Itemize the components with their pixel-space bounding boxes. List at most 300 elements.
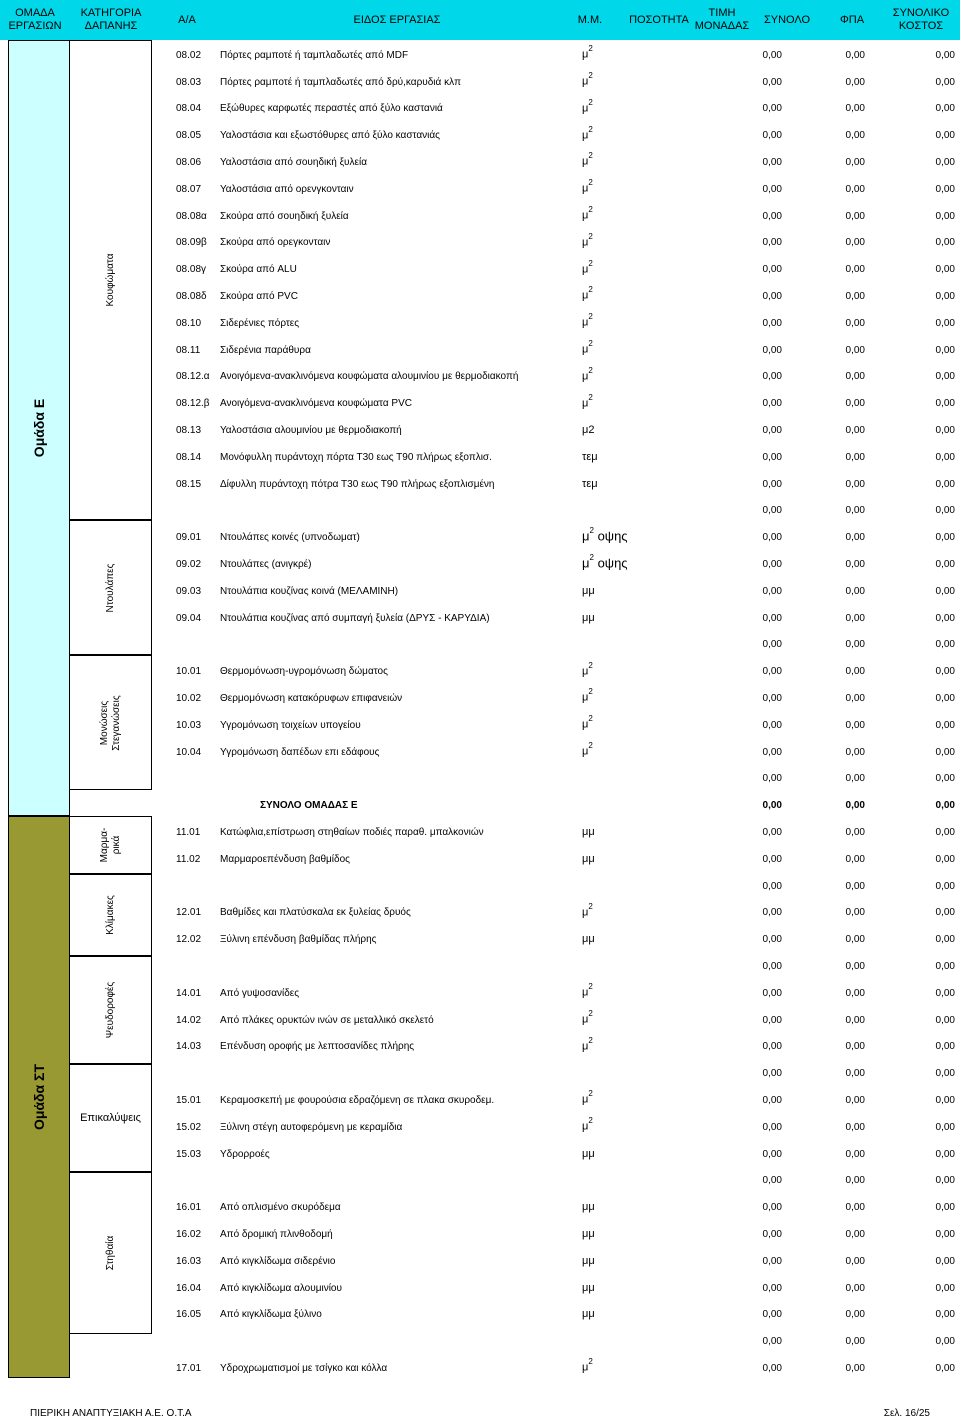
- row-vat: 0,00: [845, 773, 865, 785]
- row-description: Πόρτες ραμποτέ ή ταμπλαδωτές από MDF: [220, 49, 409, 61]
- row-total: 0,00: [762, 317, 782, 329]
- row-total: 0,00: [762, 826, 782, 838]
- table-row: [0, 924, 960, 951]
- row-code: 09.02: [176, 558, 202, 570]
- row-total: 0,00: [762, 666, 782, 678]
- row-total: 0,00: [762, 1148, 782, 1160]
- table-row: [0, 201, 960, 228]
- row-total-cost: 0,00: [935, 719, 955, 731]
- row-total: 0,00: [762, 532, 782, 544]
- row-description: Ντουλάπια κουζίνας κοινά (ΜΕΛΑΜΙΝΗ): [220, 585, 399, 597]
- row-vat: 0,00: [845, 103, 865, 115]
- row-vat: 0,00: [845, 746, 865, 758]
- row-description: Ξύλινη επένδυση βαθμίδας πλήρης: [220, 934, 377, 946]
- row-total: 0,00: [762, 264, 782, 276]
- row-description: Από οπλισμένο σκυρόδεμα: [220, 1202, 341, 1214]
- row-total-cost: 0,00: [935, 156, 955, 168]
- row-code: 10.02: [176, 692, 202, 704]
- row-unit: τεμ: [582, 450, 598, 463]
- row-vat: 0,00: [845, 76, 865, 88]
- row-total: 0,00: [762, 907, 782, 919]
- row-total-cost: 0,00: [935, 1121, 955, 1133]
- table-row: [0, 94, 960, 121]
- row-vat: 0,00: [845, 130, 865, 142]
- row-unit: $\mu^2$ οψης: [582, 552, 628, 570]
- row-vat: 0,00: [845, 49, 865, 61]
- row-vat: 0,00: [845, 290, 865, 302]
- row-vat: 0,00: [845, 1094, 865, 1106]
- row-total-cost: 0,00: [935, 987, 955, 999]
- row-vat: 0,00: [845, 478, 865, 490]
- row-unit: $\mu^2$: [582, 1008, 593, 1026]
- row-vat: 0,00: [845, 505, 865, 517]
- row-vat: 0,00: [845, 1041, 865, 1053]
- table-row: [0, 656, 960, 683]
- row-total: 0,00: [762, 800, 782, 812]
- row-code: 10.04: [176, 746, 202, 758]
- row-vat: 0,00: [845, 264, 865, 276]
- row-code: 10.01: [176, 666, 202, 678]
- row-unit: μμ: [582, 1281, 595, 1294]
- row-code: 08.15: [176, 478, 202, 490]
- table-row: [0, 844, 960, 871]
- row-description: Υαλοστάσια αλουμινίου με θερμοδιακοπή: [220, 424, 402, 436]
- subtotal-row: [0, 1058, 960, 1085]
- header-group: ΟΜΑΔΑ ΕΡΓΑΣΙΩΝ: [8, 7, 62, 32]
- row-total: 0,00: [762, 934, 782, 946]
- row-vat: 0,00: [845, 210, 865, 222]
- row-total-cost: 0,00: [935, 371, 955, 383]
- header-category: ΚΑΤΗΓΟΡΙΑ ΔΑΠΑΝΗΣ: [80, 7, 142, 32]
- row-total: 0,00: [762, 880, 782, 892]
- subtotal-row: [0, 630, 960, 657]
- table-row: [0, 147, 960, 174]
- row-total-cost: 0,00: [935, 1309, 955, 1321]
- row-total-cost: 0,00: [935, 960, 955, 972]
- row-total-cost: 0,00: [935, 398, 955, 410]
- row-total-cost: 0,00: [935, 264, 955, 276]
- row-description: Σκούρα από ALU: [220, 264, 297, 276]
- row-code: 12.01: [176, 907, 202, 919]
- row-vat: 0,00: [845, 612, 865, 624]
- row-vat: 0,00: [845, 317, 865, 329]
- row-description: Υδροχρωματισμοί με τσίγκο και κόλλα: [220, 1362, 388, 1374]
- row-total-cost: 0,00: [935, 478, 955, 490]
- row-description: Υαλοστάσια από ορενγκονταιν: [220, 183, 354, 195]
- row-code: 08.04: [176, 103, 202, 115]
- category-label: Ψευδοροφές: [104, 981, 116, 1039]
- row-description: Σιδερένια παράθυρα: [220, 344, 311, 356]
- row-vat: 0,00: [845, 1336, 865, 1348]
- row-total: 0,00: [762, 76, 782, 88]
- row-unit: μμ: [582, 1147, 595, 1160]
- row-vat: 0,00: [845, 371, 865, 383]
- header-total-cost: ΣΥΝΟΛΙΚΟ ΚΟΣΤΟΣ: [892, 7, 950, 32]
- row-total: 0,00: [762, 692, 782, 704]
- row-total: 0,00: [762, 585, 782, 597]
- row-unit: μμ: [582, 825, 595, 838]
- row-total-cost: 0,00: [935, 49, 955, 61]
- table-row: [0, 1353, 960, 1380]
- row-total-cost: 0,00: [935, 692, 955, 704]
- row-total-cost: 0,00: [935, 826, 955, 838]
- row-total: 0,00: [762, 183, 782, 195]
- row-description: Υγρομόνωση τοιχείων υπογείου: [220, 719, 361, 731]
- row-description: Ξύλινη στέγη αυτοφερόμενη με κεραμίδια: [220, 1121, 403, 1133]
- row-unit: $\mu^2$: [582, 231, 593, 249]
- row-total-cost: 0,00: [935, 585, 955, 597]
- row-description: Σκούρα από PVC: [220, 290, 298, 302]
- row-code: 15.01: [176, 1094, 202, 1106]
- row-description: Βαθμίδες και πλατύσκαλα εκ ξυλείας δρυός: [220, 907, 411, 919]
- row-code: 08.11: [176, 344, 201, 356]
- row-total: 0,00: [762, 719, 782, 731]
- table-row: [0, 174, 960, 201]
- row-vat: 0,00: [845, 1068, 865, 1080]
- row-vat: 0,00: [845, 639, 865, 651]
- row-total: 0,00: [762, 1068, 782, 1080]
- table-row: [0, 40, 960, 67]
- table-row: [0, 362, 960, 389]
- table-row: [0, 683, 960, 710]
- row-code: 08.08δ: [176, 290, 207, 302]
- row-code: 08.10: [176, 317, 202, 329]
- row-total-cost: 0,00: [935, 666, 955, 678]
- row-vat: 0,00: [845, 853, 865, 865]
- row-total: 0,00: [762, 49, 782, 61]
- row-total: 0,00: [762, 960, 782, 972]
- row-total-cost: 0,00: [935, 1282, 955, 1294]
- row-unit: $\mu^2$: [582, 97, 593, 115]
- row-code: 17.01: [176, 1362, 202, 1374]
- row-total-cost: 0,00: [935, 237, 955, 249]
- row-description: Θερμομόνωση κατακόρυφων επιφανειών: [220, 692, 403, 704]
- group-e-label: Ομάδα Ε: [31, 398, 47, 458]
- row-total: 0,00: [762, 1309, 782, 1321]
- footer-company: ΠΙΕΡΙΚΗ ΑΝΑΠΤΥΞΙΑΚΗ Α.Ε. Ο.Τ.Α: [30, 1408, 192, 1419]
- row-total-cost: 0,00: [935, 746, 955, 758]
- row-unit: $\mu^2$: [582, 982, 593, 999]
- row-unit: $\mu^2$: [582, 687, 593, 704]
- row-unit: $\mu^2$: [582, 901, 593, 919]
- row-total-cost: 0,00: [935, 1148, 955, 1160]
- row-code: 16.05: [176, 1309, 202, 1321]
- row-description: Υγρομόνωση δαπέδων επι εδάφους: [220, 746, 380, 758]
- table-row: [0, 281, 960, 308]
- row-total: 0,00: [762, 1041, 782, 1053]
- row-unit: $\mu^2$: [582, 151, 593, 168]
- subtotal-row: [0, 871, 960, 898]
- row-total-cost: 0,00: [935, 1068, 955, 1080]
- row-code: 15.03: [176, 1148, 202, 1160]
- row-unit: $\mu^2$: [582, 44, 593, 61]
- row-total-cost: 0,00: [935, 612, 955, 624]
- row-unit: $\mu^2$: [582, 660, 593, 678]
- row-description: Από πλάκες ορυκτών ινών σε μεταλλικό σκελετό: [220, 1014, 434, 1026]
- row-unit: $\mu^2$: [582, 258, 593, 276]
- row-vat: 0,00: [845, 666, 865, 678]
- row-vat: 0,00: [845, 1014, 865, 1026]
- row-unit: μμ: [582, 1254, 595, 1267]
- row-total: 0,00: [762, 746, 782, 758]
- row-total: 0,00: [762, 1282, 782, 1294]
- row-total-cost: 0,00: [935, 1175, 955, 1187]
- row-unit: $\mu^2$: [582, 1116, 593, 1133]
- header-total: ΣΥΝΟΛΟ: [763, 13, 811, 26]
- row-code: 08.08α: [176, 210, 207, 222]
- table-row: [0, 1300, 960, 1327]
- row-total-cost: 0,00: [935, 1202, 955, 1214]
- row-total-cost: 0,00: [935, 907, 955, 919]
- category-label: Ντουλάπες: [104, 563, 116, 612]
- row-description: Εξώθυρες καρφωτές περαστές από ξύλο καστανιά: [220, 103, 443, 115]
- row-unit: $\mu^2$: [582, 124, 593, 142]
- row-total: 0,00: [762, 1228, 782, 1240]
- row-total-cost: 0,00: [935, 451, 955, 463]
- row-unit: μμ: [582, 1308, 595, 1321]
- row-code: 09.04: [176, 612, 202, 624]
- row-vat: 0,00: [845, 398, 865, 410]
- table-row: [0, 1192, 960, 1219]
- row-total: 0,00: [762, 344, 782, 356]
- row-description: Υαλοστάσια από σουηδική ξυλεία: [220, 156, 367, 168]
- row-unit: $\mu^2$: [582, 392, 593, 410]
- table-row: [0, 1219, 960, 1246]
- table-row: [0, 576, 960, 603]
- row-total-cost: 0,00: [935, 1094, 955, 1106]
- row-total-cost: 0,00: [935, 1336, 955, 1348]
- category-label: Στηθαία: [104, 1235, 116, 1271]
- row-total-cost: 0,00: [935, 1255, 955, 1267]
- table-row: [0, 254, 960, 281]
- row-total: 0,00: [762, 1175, 782, 1187]
- table-row: [0, 898, 960, 925]
- row-unit: $\mu^2$: [582, 365, 593, 383]
- row-description: Κατώφλια,επίστρωση στηθαίων ποδιές παραθ. μπαλκονιών: [220, 826, 484, 838]
- row-vat: 0,00: [845, 237, 865, 249]
- row-total: 0,00: [762, 1094, 782, 1106]
- row-description: Σιδερένιες πόρτες: [220, 317, 300, 329]
- table-row: [0, 67, 960, 94]
- row-unit: $\mu^2$: [582, 338, 593, 356]
- row-total: 0,00: [762, 987, 782, 999]
- row-code: 08.09β: [176, 237, 207, 249]
- table-row: [0, 442, 960, 469]
- row-total-cost: 0,00: [935, 1041, 955, 1053]
- row-code: 14.01: [176, 987, 202, 999]
- table-row: [0, 120, 960, 147]
- row-code: 08.08γ: [176, 264, 207, 276]
- row-vat: 0,00: [845, 451, 865, 463]
- row-code: 14.03: [176, 1041, 202, 1053]
- row-total-cost: 0,00: [935, 344, 955, 356]
- row-description: Ντουλάπες (ανιγκρέ): [220, 558, 312, 570]
- table-row: [0, 549, 960, 576]
- row-code: 08.12.β: [176, 398, 210, 410]
- header-unit: Μ.Μ.: [577, 13, 603, 26]
- row-vat: 0,00: [845, 1175, 865, 1187]
- row-total-cost: 0,00: [935, 130, 955, 142]
- header-work-type: ΕΙΔΟΣ ΕΡΓΑΣΙΑΣ: [353, 13, 441, 26]
- table-row: [0, 469, 960, 496]
- header-unit-price: ΤΙΜΗ ΜΟΝΑΔΑΣ: [694, 7, 750, 32]
- row-vat: 0,00: [845, 934, 865, 946]
- row-vat: 0,00: [845, 960, 865, 972]
- table-row: [0, 1085, 960, 1112]
- row-total-cost: 0,00: [935, 800, 955, 812]
- row-unit: μμ: [582, 852, 595, 865]
- row-total-cost: 0,00: [935, 532, 955, 544]
- row-vat: 0,00: [845, 156, 865, 168]
- table-row: [0, 1005, 960, 1032]
- row-unit: μμ: [582, 611, 595, 624]
- row-unit: μμ: [582, 1227, 595, 1240]
- row-code: 16.02: [176, 1228, 202, 1240]
- row-total: 0,00: [762, 773, 782, 785]
- row-total: 0,00: [762, 478, 782, 490]
- subtotal-row: [0, 764, 960, 791]
- row-unit: $\mu^2$: [582, 70, 593, 88]
- row-code: 11.02: [176, 853, 201, 865]
- row-total-cost: 0,00: [935, 558, 955, 570]
- row-total-cost: 0,00: [935, 76, 955, 88]
- row-total: 0,00: [762, 1014, 782, 1026]
- row-code: 10.03: [176, 719, 202, 731]
- table-row: [0, 817, 960, 844]
- row-description: Ντουλάπια κουζίνας από συμπαγή ξυλεία (ΔΡΥΣ - ΚΑΡΥΔΙΑ): [220, 612, 490, 624]
- footer-page: Σελ. 16/25: [883, 1408, 930, 1419]
- row-vat: 0,00: [845, 1255, 865, 1267]
- row-total: 0,00: [762, 451, 782, 463]
- row-description: Από γυψοσανίδες: [220, 987, 300, 999]
- row-vat: 0,00: [845, 1282, 865, 1294]
- table-row: [0, 308, 960, 335]
- row-description: Υαλοστάσια και εξωστόθυρες από ξύλο καστανιάς: [220, 130, 440, 142]
- category-label: Επικαλύψεις: [80, 1112, 141, 1124]
- row-unit: τεμ: [582, 477, 598, 490]
- row-description: Από κιγκλίδωμα αλουμινίου: [220, 1282, 342, 1294]
- row-description: Σκούρα από ορεγκονταιν: [220, 237, 331, 249]
- table-row: [0, 228, 960, 255]
- row-total: 0,00: [762, 371, 782, 383]
- row-description: Θερμομόνωση-υγρομόνωση δώματος: [220, 666, 388, 678]
- header-vat: ΦΠΑ: [839, 13, 865, 26]
- row-unit: μμ: [582, 584, 595, 597]
- table-row: [0, 522, 960, 549]
- row-vat: 0,00: [845, 344, 865, 356]
- row-total: 0,00: [762, 639, 782, 651]
- row-vat: 0,00: [845, 692, 865, 704]
- row-total-cost: 0,00: [935, 424, 955, 436]
- row-description: Μονόφυλλη πυράντοχη πόρτα Τ30 εως Τ90 πλήρως εξοπλισ.: [220, 451, 492, 463]
- row-code: 16.04: [176, 1282, 202, 1294]
- header-aa: Α/Α: [178, 13, 196, 26]
- row-code: 08.06: [176, 156, 202, 168]
- row-code: 08.12.α: [176, 371, 210, 383]
- group-st-label: Ομάδα ΣΤ: [31, 1063, 47, 1131]
- row-vat: 0,00: [845, 1309, 865, 1321]
- row-code: 09.01: [176, 532, 202, 544]
- row-total-cost: 0,00: [935, 1014, 955, 1026]
- row-description: Ανοιγόμενα-ανακλινόμενα κουφώματα PVC: [220, 398, 412, 410]
- subtotal-row: [0, 496, 960, 523]
- row-code: 14.02: [176, 1014, 202, 1026]
- row-vat: 0,00: [845, 719, 865, 731]
- row-code: 11.01: [176, 826, 201, 838]
- row-unit: $\mu^2$: [582, 1357, 593, 1374]
- table-row: [0, 978, 960, 1005]
- category-label: Κλίμακες: [104, 895, 116, 935]
- row-vat: 0,00: [845, 1362, 865, 1374]
- row-description: Κεραμοσκεπή με φουρούσια εδραζόμενη σε πλακα σκυροδεμ.: [220, 1094, 495, 1106]
- table-row: [0, 1246, 960, 1273]
- row-unit: μ2: [582, 423, 595, 436]
- row-unit: $\mu^2$: [582, 312, 593, 329]
- subtotal-row: [0, 951, 960, 978]
- row-unit: $\mu^2$: [582, 714, 593, 731]
- row-total: 0,00: [762, 1255, 782, 1267]
- row-total-cost: 0,00: [935, 639, 955, 651]
- row-total: 0,00: [762, 1336, 782, 1348]
- row-vat: 0,00: [845, 987, 865, 999]
- row-total: 0,00: [762, 290, 782, 302]
- row-code: 08.05: [176, 130, 202, 142]
- row-description: Επένδυση οροφής με λεπτοσανίδες πλήρης: [220, 1041, 415, 1053]
- row-vat: 0,00: [845, 1228, 865, 1240]
- row-description: Μαρμαροεπένδυση βαθμίδος: [220, 853, 350, 865]
- row-vat: 0,00: [845, 424, 865, 436]
- row-total: 0,00: [762, 424, 782, 436]
- row-total: 0,00: [762, 1202, 782, 1214]
- table-row: [0, 710, 960, 737]
- row-total-cost: 0,00: [935, 103, 955, 115]
- subtotal-row: [0, 1166, 960, 1193]
- row-description: Υδρορροές: [220, 1148, 270, 1160]
- row-total: 0,00: [762, 210, 782, 222]
- row-total: 0,00: [762, 130, 782, 142]
- row-description: Δίφυλλη πυράντοχη πότρα Τ30 εως Τ90 πλήρως εξοπλισμένη: [220, 478, 495, 490]
- row-unit: $\mu^2$: [582, 1089, 593, 1106]
- row-description: Ανοιγόμενα-ανακλινόμενα κουφώματα αλουμινίου με θερμοδιακοπή: [220, 371, 519, 383]
- row-vat: 0,00: [845, 800, 865, 812]
- row-description: Από κιγκλίδωμα σιδερένιο: [220, 1255, 336, 1267]
- row-unit: $\mu^2$: [582, 204, 593, 222]
- row-unit: $\mu^2$: [582, 740, 593, 758]
- table-row: [0, 1032, 960, 1059]
- row-vat: 0,00: [845, 1148, 865, 1160]
- row-total: 0,00: [762, 612, 782, 624]
- row-vat: 0,00: [845, 1121, 865, 1133]
- row-unit: $\mu^2$ οψης: [582, 525, 628, 544]
- row-total: 0,00: [762, 558, 782, 570]
- row-description: Από δρομική πλινθοδομή: [220, 1228, 333, 1240]
- row-code: 15.02: [176, 1121, 202, 1133]
- row-code: 08.14: [176, 451, 202, 463]
- table-row: [0, 1273, 960, 1300]
- row-unit: $\mu^2$: [582, 1035, 593, 1053]
- group-total-label: ΣΥΝΟΛΟ ΟΜΑΔΑΣ Ε: [260, 800, 358, 812]
- row-vat: 0,00: [845, 558, 865, 570]
- row-code: 08.02: [176, 49, 202, 61]
- row-total-cost: 0,00: [935, 880, 955, 892]
- row-description: Πόρτες ραμποτέ ή ταμπλαδωτές από δρύ,καρυδιά κλπ: [220, 76, 461, 88]
- table-row: [0, 1139, 960, 1166]
- row-unit: μμ: [582, 1201, 595, 1214]
- table-row: [0, 737, 960, 764]
- table-row: [0, 415, 960, 442]
- row-total-cost: 0,00: [935, 317, 955, 329]
- category-label: Μαρμα- ρικά: [98, 827, 122, 863]
